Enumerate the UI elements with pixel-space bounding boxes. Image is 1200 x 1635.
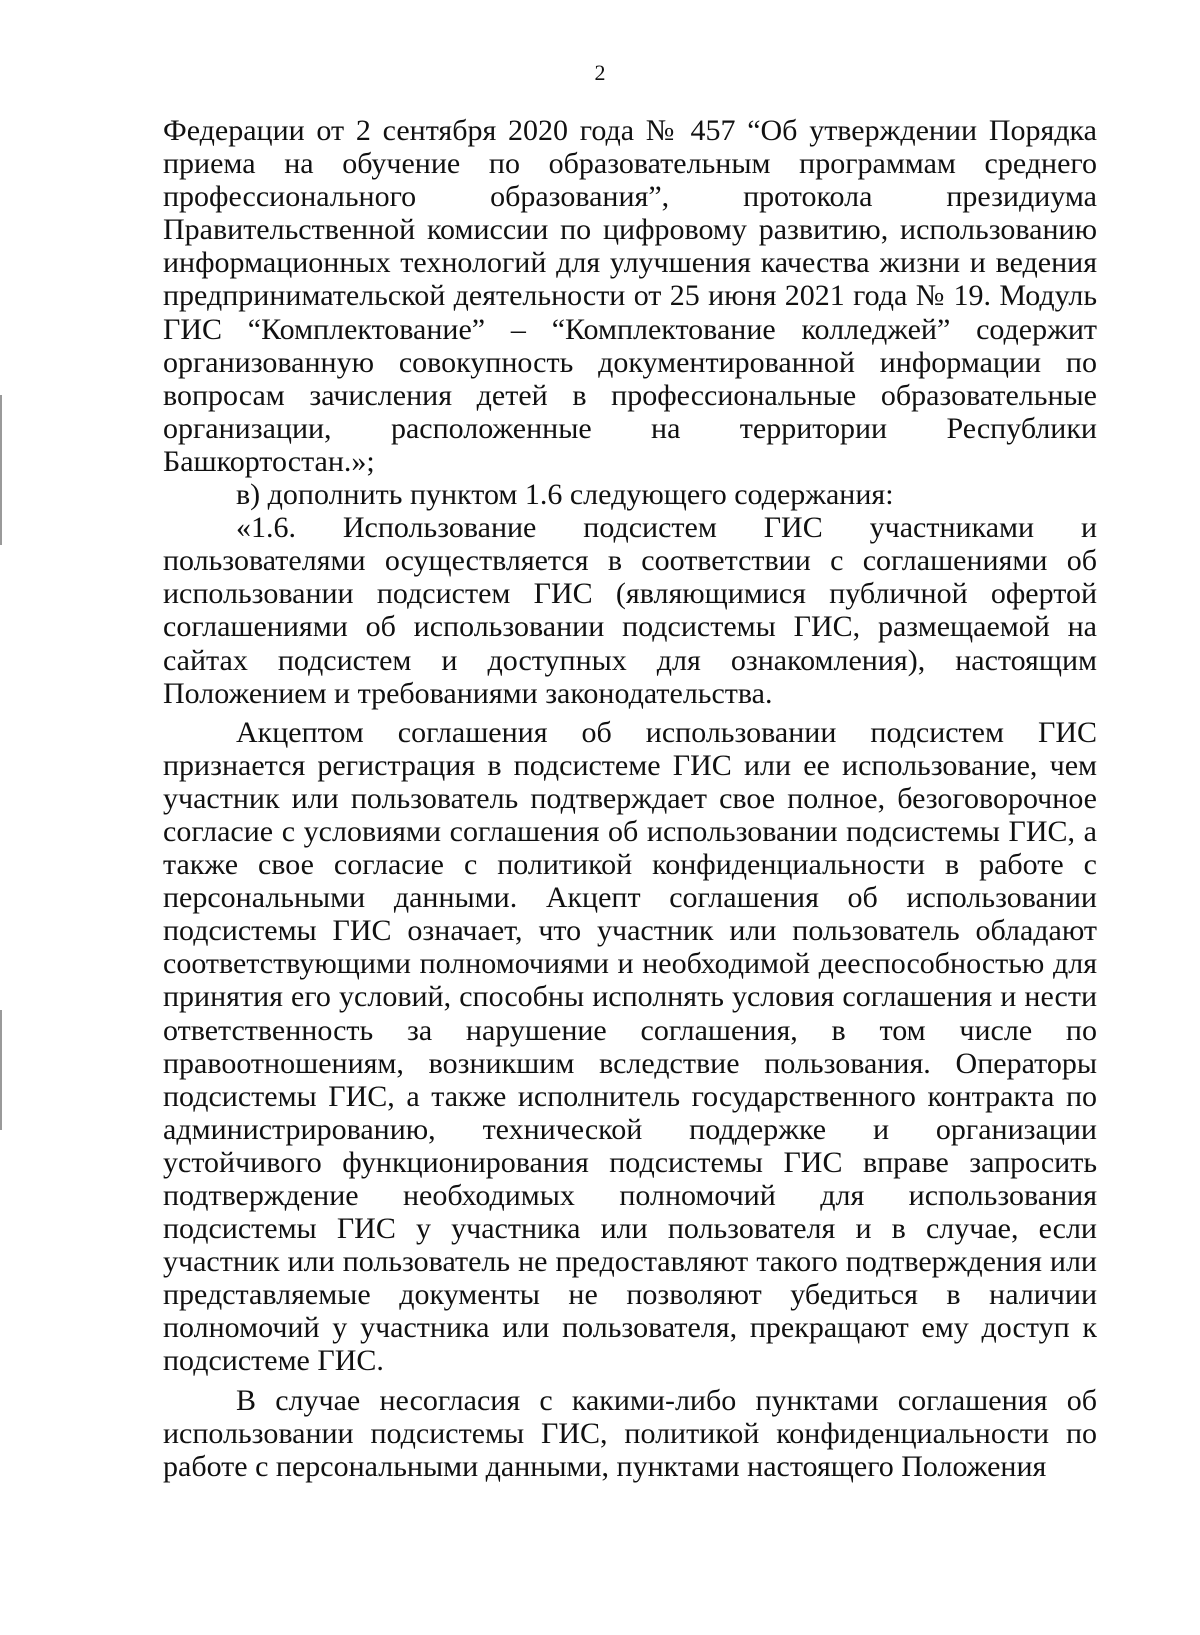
page-number: 2: [594, 60, 606, 85]
paragraph-acceptance: Акцептом соглашения об использовании подсистем ГИС признается регистрация в подсистеме ГИС или ее использование, чем участник или пользователь подтверждает свое полное, безоговорочное согласие с условиями соглашения об использовании подсистемы ГИС, а также свое согласие с политикой конфиденциальности в работе с персональными данными. Акцепт соглашения об использовании подсистемы ГИС означает, что участник или пользователь обладают соответствующими полномочиями и необходимой дееспособностью для принятия его условий, способны исполнять условия соглашения и нести ответственность за нарушение соглашения, в том числе по правоотношениям, возникшим вследствие пользования. Операторы подсистемы ГИС, а также исполнитель государственного контракта по администрированию, технической поддержке и организации устойчивого функционирования подсистемы ГИС вправе запросить подтверждение необходимых полномочий для использования подсистемы ГИС у участника или пользователя и в случае, если участник или пользователь не предоставляют такого подтверждения или представляемые документы не позволяют убедиться в наличии полномочий у участника или пользователя, прекращают ему доступ к подсистеме ГИС.: [163, 715, 1097, 1378]
scan-edge-mark: [0, 1010, 2, 1130]
scan-edge-mark: [0, 395, 2, 545]
paragraph-amendment-c: в) дополнить пунктом 1.6 следующего содержания:: [236, 478, 894, 512]
document-body: [163, 114, 1097, 1483]
paragraph-disagreement: В случае несогласия с какими-либо пунктами соглашения об использовании подсистемы ГИС, политикой конфиденциальности по работе с персональными данными, пунктами настоящего Положения: [163, 1383, 1097, 1483]
paragraph-continuation: Федерации от 2 сентября 2020 года № 457 “Об утверждении Порядка приема на обучение по образовательным программам среднего профессионального образования”, протокола президиума Правительственной комиссии по цифровому развитию, использованию информационных технологий для улучшения качества жизни и ведения предпринимательской деятельности от 25 июня 2021 года № 19. Модуль ГИС “Комплектование” – “Комплектование колледжей” содержит организованную совокупность документированной информации по вопросам зачисления детей в профессиональные образовательные организации, расположенные на территории Республики Башкортостан.»;: [163, 114, 1097, 478]
paragraph-clause-1-6: «1.6. Использование подсистем ГИС участниками и пользователями осуществляется в соответствии с соглашениями об использовании подсистем ГИС (являющимися публичной офертой соглашениями об использовании подсистемы ГИС, размещаемой на сайтах подсистем и доступных для ознакомления), настоящим Положением и требованиями законодательства.: [163, 511, 1097, 710]
